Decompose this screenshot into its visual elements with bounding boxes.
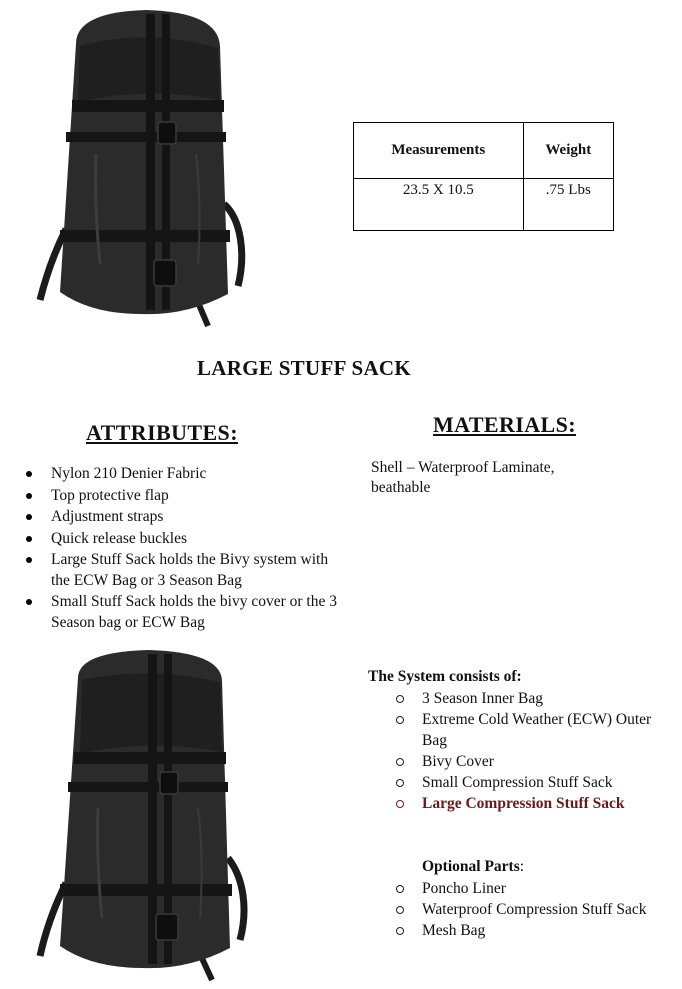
page-title: LARGE STUFF SACK (196, 356, 412, 380)
attributes-list (26, 464, 346, 634)
circle-bullet-icon (396, 779, 404, 787)
list-item: Adjustment straps (26, 507, 346, 528)
list-item: Nylon 210 Denier Fabric (26, 464, 346, 485)
list-item: 3 Season Inner Bag (396, 689, 661, 710)
circle-bullet-icon (396, 885, 404, 893)
circle-bullet-icon (396, 906, 404, 914)
bullet-icon (26, 514, 32, 520)
materials-heading: MATERIALS: (433, 412, 576, 437)
bullet-icon (26, 599, 32, 605)
bullet-icon (26, 471, 32, 477)
list-item: Top protective flap (26, 486, 346, 507)
optional-parts-list (396, 879, 661, 942)
optional-parts-heading: Optional Parts: (422, 858, 525, 875)
bullet-icon (26, 557, 32, 563)
list-item: Extreme Cold Weather (ECW) Outer Bag (396, 710, 661, 751)
list-item: Poncho Liner (396, 879, 661, 900)
system-list (396, 689, 661, 815)
stuff-sack-image-top (36, 4, 246, 330)
bullet-icon (26, 493, 32, 499)
measurements-table (353, 122, 614, 231)
table-cell-weight: .75 Lbs (523, 179, 613, 231)
circle-bullet-icon (396, 716, 404, 724)
circle-bullet-icon (396, 695, 404, 703)
table-header-weight: Weight (523, 123, 613, 179)
attributes-heading: ATTRIBUTES: (86, 420, 238, 445)
materials-text: Shell – Waterproof Laminate, beathable (371, 459, 555, 496)
list-item: Large Stuff Sack holds the Bivy system with the ECW Bag or 3 Season Bag (26, 550, 346, 591)
list-item-highlighted: Large Compression Stuff Sack (396, 794, 661, 815)
list-item: Waterproof Compression Stuff Sack (396, 900, 661, 921)
circle-bullet-icon (396, 800, 404, 808)
list-item: Mesh Bag (396, 921, 661, 942)
bullet-icon (26, 536, 32, 542)
list-item: Quick release buckles (26, 529, 346, 550)
list-item: Small Compression Stuff Sack (396, 773, 661, 794)
stuff-sack-image-bottom (36, 648, 251, 984)
list-item: Small Stuff Sack holds the bivy cover or the 3 Season bag or ECW Bag (26, 592, 346, 633)
table-header-measurements: Measurements (354, 123, 524, 179)
circle-bullet-icon (396, 927, 404, 935)
system-heading: The System consists of: (368, 668, 522, 685)
list-item: Bivy Cover (396, 752, 661, 773)
circle-bullet-icon (396, 758, 404, 766)
table-cell-measurements: 23.5 X 10.5 (354, 179, 524, 231)
